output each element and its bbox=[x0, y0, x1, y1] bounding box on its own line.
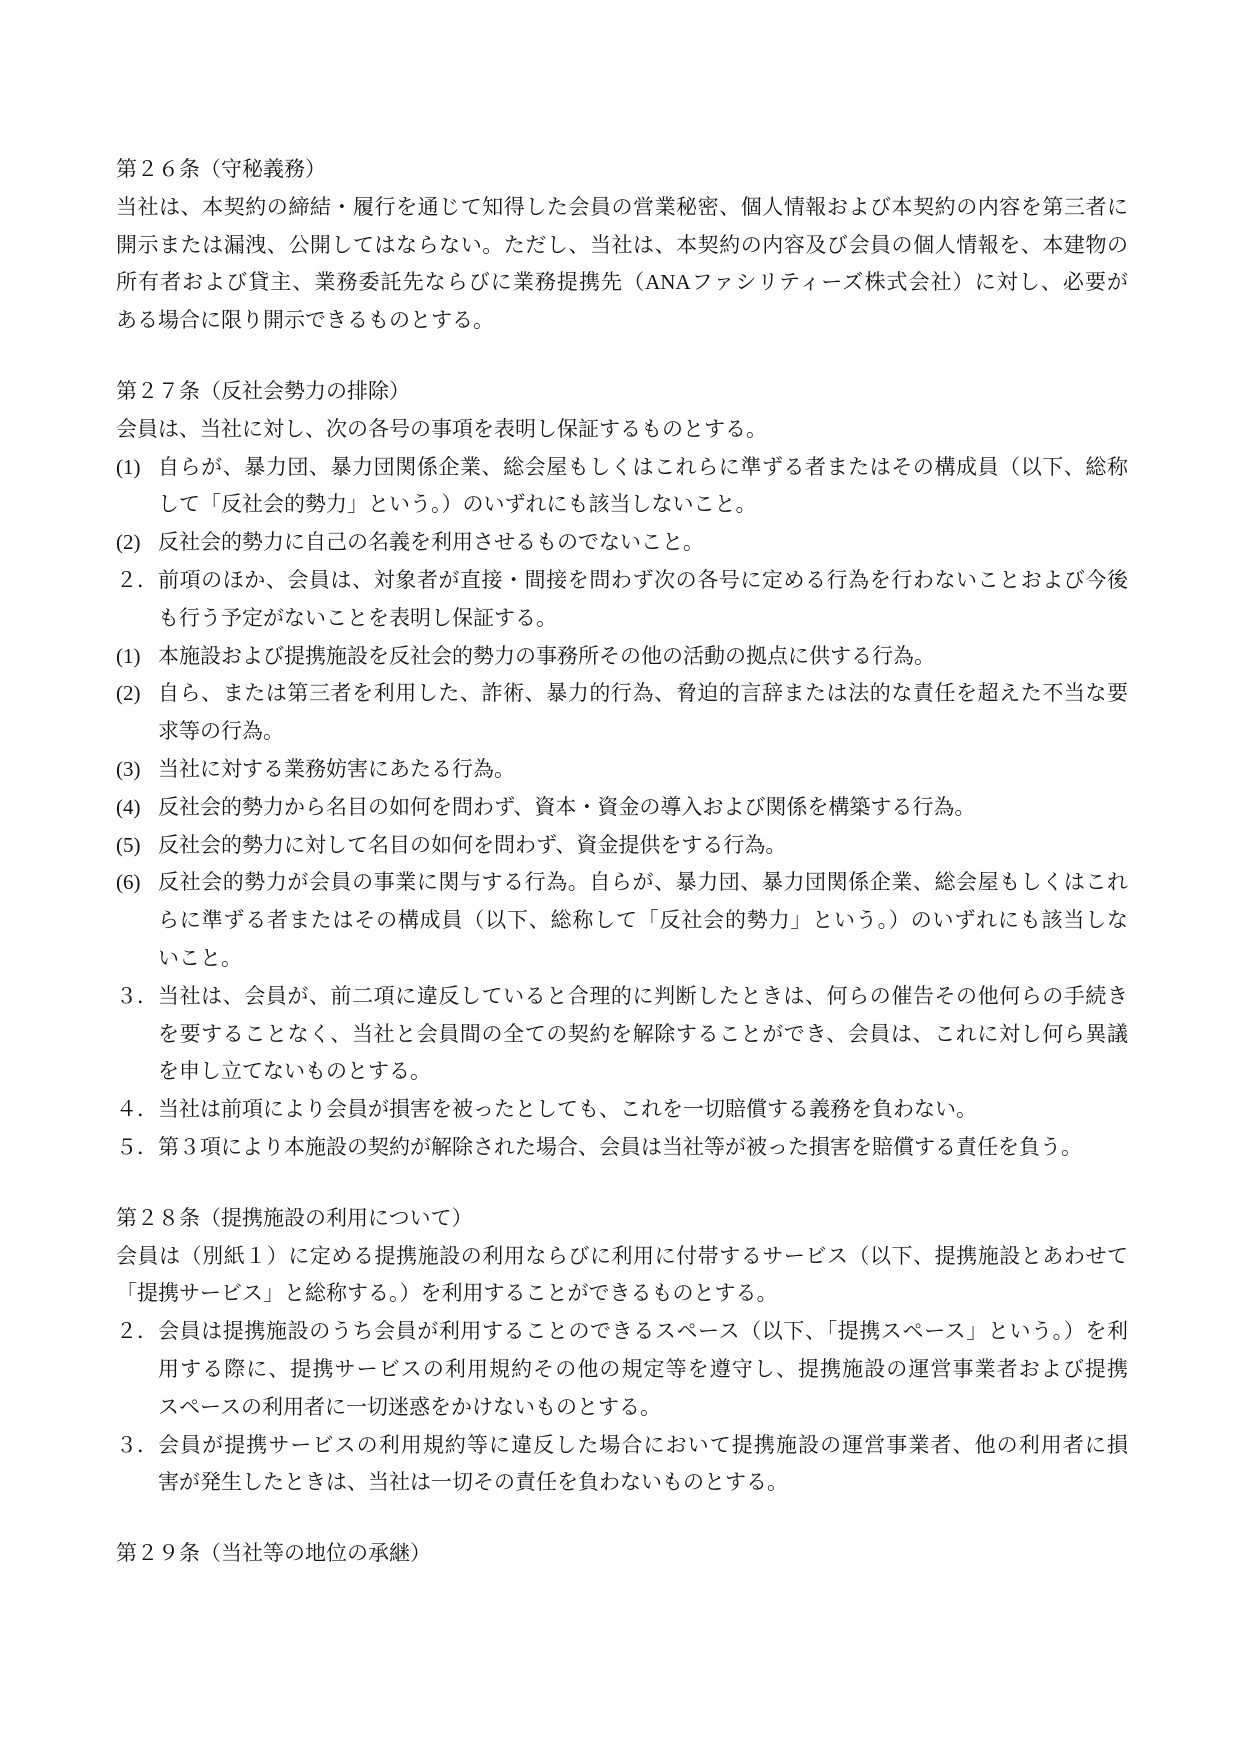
paragraph-text: 「提携サービス」と総称する。）を利用することができるものとする。 bbox=[116, 1281, 778, 1306]
paragraph-text: 当社は、本契約の締結・履行を通じて知得した会員の営業秘密、個人情報および本契約の内容を第三者に bbox=[116, 194, 1128, 219]
item-label: ４． bbox=[116, 1097, 158, 1122]
list-item bbox=[116, 675, 1128, 751]
item-first-line bbox=[116, 978, 1128, 1016]
item-text: 反社会的勢力に自己の名義を利用させるものでないこと。 bbox=[158, 530, 704, 555]
article-29 bbox=[116, 1535, 1128, 1573]
article-heading: 第２８条（提携施設の利用について） bbox=[116, 1205, 473, 1230]
item-text: 本施設および提携施設を反社会的勢力の事務所その他の活動の拠点に供する行為。 bbox=[158, 643, 935, 668]
item-label: (1) bbox=[116, 454, 141, 479]
item-continuation-line bbox=[116, 713, 1128, 751]
item-label: ３． bbox=[116, 1432, 158, 1457]
article-28 bbox=[116, 1200, 1128, 1502]
item-text: 反社会的勢力に対して名目の如何を問わず、資金提供をする行為。 bbox=[158, 832, 787, 857]
item-continuation-line bbox=[116, 600, 1128, 638]
article-heading-line bbox=[116, 1200, 1128, 1238]
item-continuation-line bbox=[116, 1016, 1128, 1054]
list-item bbox=[116, 524, 1128, 562]
item-text: らに準ずる者またはその構成員（以下、総称して「反社会的勢力」という。）のいずれにも該当しな bbox=[158, 908, 1128, 933]
list-item bbox=[116, 789, 1128, 827]
item-text: スペースの利用者に一切迷惑をかけないものとする。 bbox=[158, 1394, 661, 1419]
item-text: して「反社会的勢力」という。）のいずれにも該当しないこと。 bbox=[158, 492, 757, 517]
item-continuation-line bbox=[116, 486, 1128, 524]
item-text: 反社会的勢力が会員の事業に関与する行為。自らが、暴力団、暴力団関係企業、総会屋もしくはこれ bbox=[158, 870, 1128, 895]
paragraph-line bbox=[116, 411, 1128, 449]
list-item bbox=[116, 978, 1128, 1091]
item-first-line bbox=[116, 449, 1128, 487]
item-first-line bbox=[116, 789, 1128, 827]
item-text: を申し立てないものとする。 bbox=[158, 1059, 431, 1084]
item-label: (2) bbox=[116, 530, 141, 555]
item-text: 会員が提携サービスの利用規約等に違反した場合において提携施設の運営事業者、他の利用者に損 bbox=[158, 1432, 1128, 1457]
item-text: 会員は提携施設のうち会員が利用することのできるスペース（以下、「提携スペース」という。）を利 bbox=[158, 1319, 1128, 1344]
article-heading: 第２６条（守秘義務） bbox=[116, 157, 326, 181]
item-continuation-line bbox=[116, 1464, 1128, 1502]
item-continuation-line bbox=[116, 902, 1128, 940]
item-label: ３． bbox=[116, 983, 158, 1008]
paragraph-line bbox=[116, 302, 1128, 340]
document-body bbox=[116, 151, 1128, 1573]
item-continuation-line bbox=[116, 940, 1128, 978]
item-first-line bbox=[116, 1427, 1128, 1465]
list-item bbox=[116, 827, 1128, 865]
item-label: ５． bbox=[116, 1134, 158, 1159]
article-heading: 第２９条（当社等の地位の承継） bbox=[116, 1541, 431, 1566]
item-label: (4) bbox=[116, 794, 141, 819]
item-first-line bbox=[116, 827, 1128, 865]
paragraph-text: 会員は（別紙１）に定める提携施設の利用ならびに利用に付帯するサービス（以下、提携施設とあわせて bbox=[116, 1243, 1128, 1268]
item-text: 用する際に、提携サービスの利用規約その他の規定等を遵守し、提携施設の運営事業者および提携 bbox=[158, 1356, 1128, 1381]
item-text: 第３項により本施設の契約が解除された場合、会員は当社等が被った損害を賠償する責任を負う。 bbox=[158, 1134, 1082, 1159]
item-continuation-line bbox=[116, 1053, 1128, 1091]
paragraph-line bbox=[116, 189, 1128, 227]
item-text: 当社に対する業務妨害にあたる行為。 bbox=[158, 756, 515, 781]
item-continuation-line bbox=[116, 1351, 1128, 1389]
item-label: (5) bbox=[116, 832, 141, 857]
paragraph-text: 開示または漏洩、公開してはならない。ただし、当社は、本契約の内容及び会員の個人情報を、本建物の bbox=[116, 232, 1128, 257]
item-label: ２． bbox=[116, 1319, 158, 1344]
article-heading: 第２７条（反社会勢力の排除） bbox=[116, 378, 410, 403]
item-text: 自らが、暴力団、暴力団関係企業、総会屋もしくはこれらに準ずる者またはその構成員（以下、総称 bbox=[158, 454, 1128, 479]
paragraph-text: 所有者および貸主、業務委託先ならびに業務提携先（ANAファシリティーズ株式会社）に対し、必要が bbox=[116, 270, 1128, 295]
item-first-line bbox=[116, 675, 1128, 713]
item-first-line bbox=[116, 524, 1128, 562]
paragraph-line bbox=[116, 227, 1128, 265]
item-text: 当社は前項により会員が損害を被ったとしても、これを一切賠償する義務を負わない。 bbox=[158, 1097, 977, 1122]
item-first-line bbox=[116, 562, 1128, 600]
item-label: (1) bbox=[116, 643, 141, 668]
article-heading-line bbox=[116, 151, 1128, 189]
item-text: いこと。 bbox=[158, 945, 242, 970]
item-label: (3) bbox=[116, 756, 141, 781]
list-item bbox=[116, 562, 1128, 638]
paragraph-line bbox=[116, 264, 1128, 302]
list-item bbox=[116, 449, 1128, 525]
item-label: ２． bbox=[116, 567, 158, 592]
list-item bbox=[116, 864, 1128, 977]
item-text: 当社は、会員が、前二項に違反していると合理的に判断したときは、何らの催告その他何らの手続き bbox=[158, 983, 1128, 1008]
item-first-line bbox=[116, 1091, 1128, 1129]
article-27 bbox=[116, 373, 1128, 1167]
item-text: 害が発生したときは、当社は一切その責任を負わないものとする。 bbox=[158, 1470, 788, 1495]
paragraph-text: ある場合に限り開示できるものとする。 bbox=[116, 308, 494, 333]
paragraph-text: 会員は、当社に対し、次の各号の事項を表明し保証するものとする。 bbox=[116, 416, 767, 441]
item-text: 前項のほか、会員は、対象者が直接・間接を問わず次の各号に定める行為を行わないことおよび今後 bbox=[158, 567, 1128, 592]
item-text: 反社会的勢力から名目の如何を問わず、資本・資金の導入および関係を構築する行為。 bbox=[158, 794, 976, 819]
item-text: 自ら、または第三者を利用した、詐術、暴力的行為、脅迫的言辞または法的な責任を超えた不当な要 bbox=[158, 681, 1128, 706]
paragraph-line bbox=[116, 1275, 1128, 1313]
item-first-line bbox=[116, 864, 1128, 902]
article-26 bbox=[116, 151, 1128, 340]
item-continuation-line bbox=[116, 1389, 1128, 1427]
list-item bbox=[116, 1091, 1128, 1129]
item-text: も行う予定がないことを表明し保証する。 bbox=[158, 605, 557, 630]
item-first-line bbox=[116, 638, 1128, 676]
item-text: 求等の行為。 bbox=[158, 719, 284, 744]
list-item bbox=[116, 638, 1128, 676]
item-text: を要することなく、当社と会員間の全ての契約を解除することができ、会員は、これに対し何ら異議 bbox=[158, 1021, 1128, 1046]
list-item bbox=[116, 1313, 1128, 1426]
item-first-line bbox=[116, 1129, 1128, 1167]
item-first-line bbox=[116, 751, 1128, 789]
article-heading-line bbox=[116, 373, 1128, 411]
paragraph-line bbox=[116, 1238, 1128, 1276]
list-item bbox=[116, 1129, 1128, 1167]
item-label: (6) bbox=[116, 870, 141, 895]
article-heading-line bbox=[116, 1535, 1128, 1573]
list-item bbox=[116, 1427, 1128, 1503]
list-item bbox=[116, 751, 1128, 789]
item-first-line bbox=[116, 1313, 1128, 1351]
item-label: (2) bbox=[116, 681, 141, 706]
